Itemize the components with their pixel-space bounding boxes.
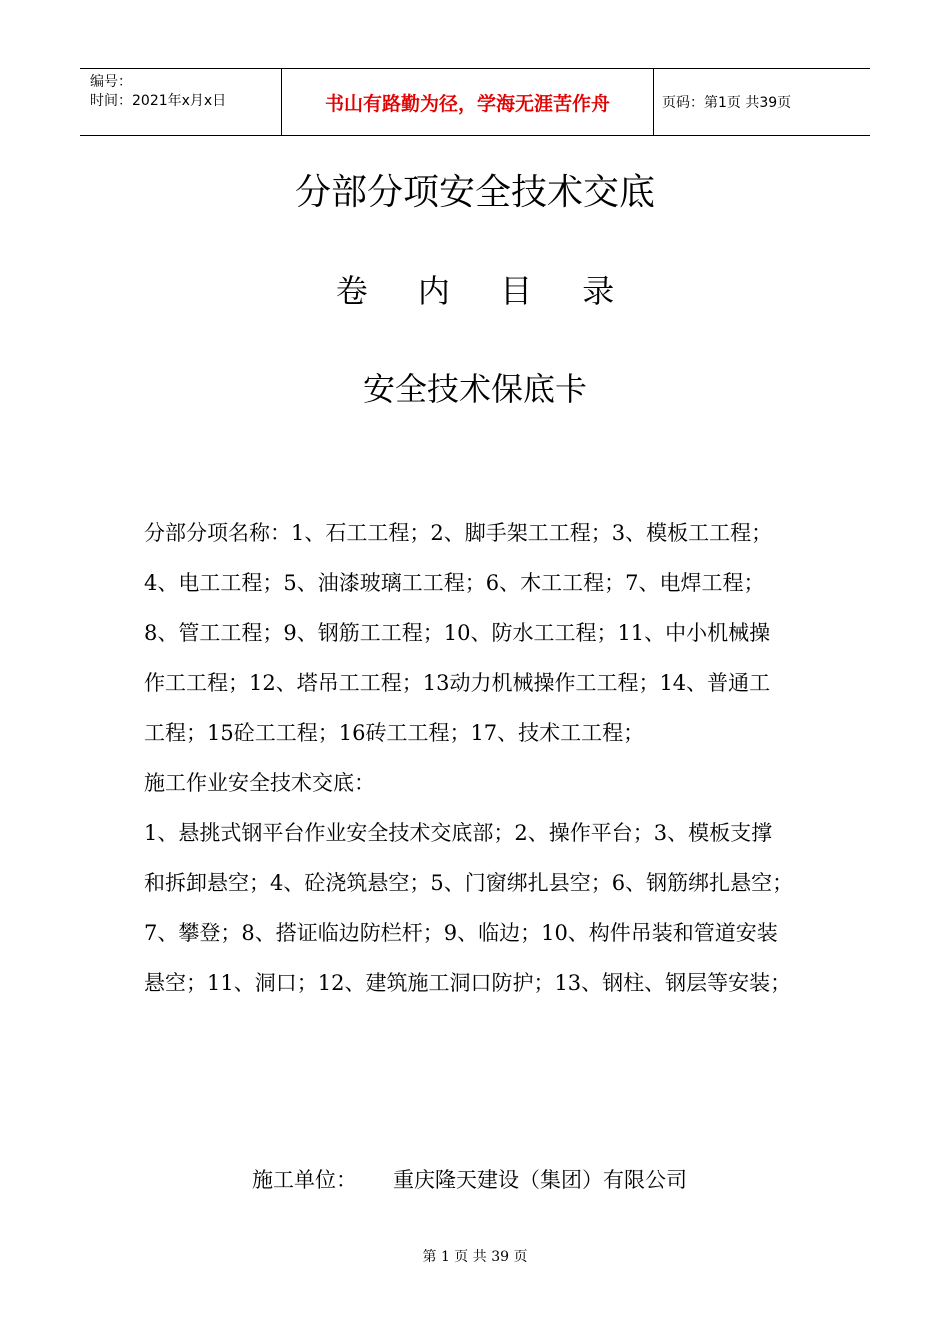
body-line: 4、电工工程；5、油漆玻璃工工程；6、木工工程；7、电焊工程； — [144, 571, 765, 595]
header-table — [80, 68, 870, 136]
construction-unit-label: 施工单位： — [252, 1168, 357, 1192]
body-text — [144, 508, 816, 1008]
header-meta-cell — [80, 69, 282, 135]
body-line: 悬空；11、洞口；12、建筑施工洞口防护；13、钢柱、钢层等安装； — [144, 971, 792, 995]
page-number: 第 1 页 共 39 页 — [422, 1249, 528, 1265]
body-line: 作工工程；12、塔吊工工程；13动力机械操作工工程；14、普通工 — [144, 671, 771, 695]
header-motto: 书山有路勤为径，学海无涯苦作舟 — [282, 69, 654, 135]
body-line: 工程；15砼工工程；16砖工工程；17、技术工工程； — [144, 721, 645, 745]
document-title: 分部分项安全技术交底 — [294, 172, 655, 213]
document-time-label: 时间：2021年x月x日 — [90, 93, 227, 109]
body-line: 8、管工工程；9、钢筋工工程；10、防水工工程；11、中小机械操 — [144, 621, 771, 645]
body-line: 施工作业安全技术交底： — [144, 771, 375, 795]
header-page-info: 页码：第1页 共39页 — [662, 95, 792, 111]
contents-heading: 卷 内 目 录 — [335, 272, 635, 310]
body-line: 1、悬挑式钢平台作业安全技术交底部；2、操作平台；3、模板支撑 — [144, 821, 773, 845]
document-number-label: 编号： — [90, 74, 132, 90]
card-heading: 安全技术保底卡 — [362, 370, 587, 408]
body-line: 分部分项名称：1、石工工程；2、脚手架工工程；3、模板工工程； — [144, 521, 773, 545]
construction-unit — [252, 1164, 687, 1194]
body-line: 和拆卸悬空；4、砼浇筑悬空；5、门窗绑扎县空；6、钢筋绑扎悬空； — [144, 871, 794, 895]
construction-unit-name: 重庆隆天建设（集团）有限公司 — [393, 1168, 687, 1192]
body-line: 7、攀登；8、搭证临边防栏杆；9、临边；10、构件吊装和管道安装 — [144, 921, 778, 945]
